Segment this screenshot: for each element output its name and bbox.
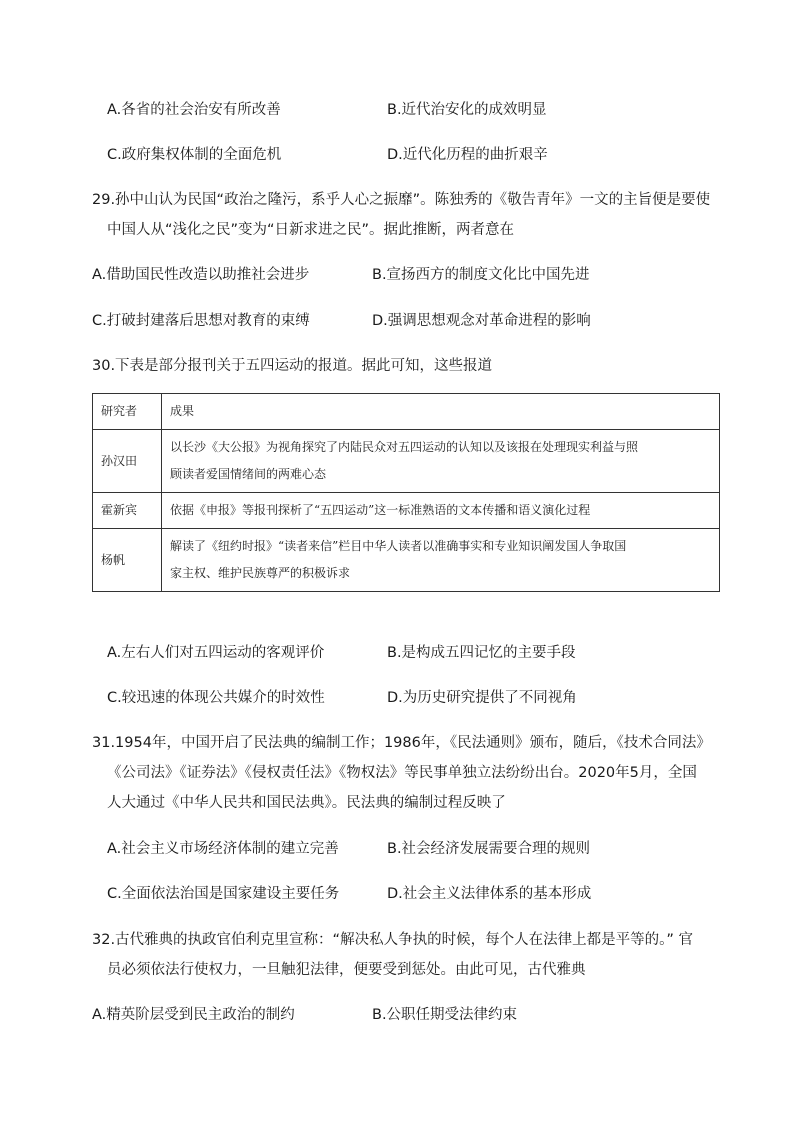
q32-option-b: B.公职任期受法律约束 (372, 1007, 518, 1023)
table-header-row (93, 394, 720, 430)
q29-option-a: A.借助国民性改造以助推社会进步 (92, 267, 310, 283)
q31-option-d: D.社会主义法律体系的基本形成 (387, 886, 592, 902)
table-cell-result-line-2: 家主权、维护民族尊严的积极诉求 (170, 566, 351, 580)
q31-option-a: A.社会主义市场经济体制的建立完善 (107, 841, 339, 857)
table-cell-result-line-2: 顾读者爱国情绪间的两难心态 (170, 467, 327, 481)
q29-stem-line-1: 29.孙中山认为民国“政治之隆污，系乎人心之振靡”。陈独秀的《敬告青年》一文的主旨便是要使 (92, 192, 711, 208)
q30-option-b: B.是构成五四记忆的主要手段 (387, 645, 576, 661)
q28-option-a: A.各省的社会治安有所改善 (107, 102, 281, 118)
q31-stem-line-2: 《公司法》《证券法》《侵权责任法》《物权法》等民事单独立法纷纷出台。2020年5月，全国 (107, 765, 697, 781)
table-header-result: 成果 (162, 394, 720, 430)
q28-option-d: D.近代化历程的曲折艰辛 (387, 147, 548, 163)
q31-option-b: B.社会经济发展需要合理的规则 (387, 841, 591, 857)
q29-option-b: B.宣扬西方的制度文化比中国先进 (372, 267, 590, 283)
table-cell-result (162, 529, 720, 592)
q31-stem-line-1: 31.1954年，中国开启了民法典的编制工作；1986年，《民法通则》颁布，随后，《技术合同法》 (92, 735, 711, 751)
q31-option-c: C.全面依法治国是国家建设主要任务 (107, 886, 340, 902)
table-row (93, 529, 720, 592)
q28-option-c: C.政府集权体制的全面危机 (107, 147, 282, 163)
table-cell-name: 霍新宾 (93, 493, 162, 529)
table-cell-result-line-1: 以长沙《大公报》为视角探究了内陆民众对五四运动的认知以及该报在处理现实利益与照 (170, 440, 639, 454)
table-cell-result (162, 430, 720, 493)
q30-option-c: C.较迅速的体现公共媒介的时效性 (107, 690, 325, 706)
q31-stem-line-3: 人大通过《中华人民共和国民法典》。民法典的编制过程反映了 (107, 795, 506, 811)
table-cell-result (162, 493, 720, 529)
q29-option-d: D.强调思想观念对革命进程的影响 (372, 313, 591, 329)
table-cell-result-line-1: 依据《申报》等报刊探析了“五四运动”这一标准熟语的文本传播和语义演化过程 (170, 503, 591, 517)
table-cell-name: 杨帆 (93, 529, 162, 592)
q30-stem: 30.下表是部分报刊关于五四运动的报道。据此可知，这些报道 (92, 358, 493, 374)
table-header-researcher: 研究者 (93, 394, 162, 430)
table-row (93, 493, 720, 529)
q32-option-a: A.精英阶层受到民主政治的制约 (92, 1007, 295, 1023)
q30-option-d: D.为历史研究提供了不同视角 (387, 690, 577, 706)
q32-stem-line-1: 32.古代雅典的执政官伯利克里宣称：“解决私人争执的时候，每个人在法律上都是平等的。” 官 (92, 932, 693, 948)
q29-option-c: C.打破封建落后思想对教育的束缚 (92, 313, 310, 329)
research-table (92, 393, 720, 592)
q29-stem-line-2: 中国人从“浅化之民”变为“日新求进之民”。据此推断，两者意在 (107, 222, 515, 238)
q32-stem-line-2: 员必须依法行使权力，一旦触犯法律，便要受到惩处。由此可见，古代雅典 (107, 962, 586, 978)
q30-option-a: A.左右人们对五四运动的客观评价 (107, 645, 325, 661)
table-cell-name: 孙汉田 (93, 430, 162, 493)
table-row (93, 430, 720, 493)
table-cell-result-line-1: 解读了《纽约时报》“读者来信”栏目中华人读者以准确事实和专业知识阐发国人争取国 (170, 539, 627, 553)
q28-option-b: B.近代治安化的成效明显 (387, 102, 547, 118)
